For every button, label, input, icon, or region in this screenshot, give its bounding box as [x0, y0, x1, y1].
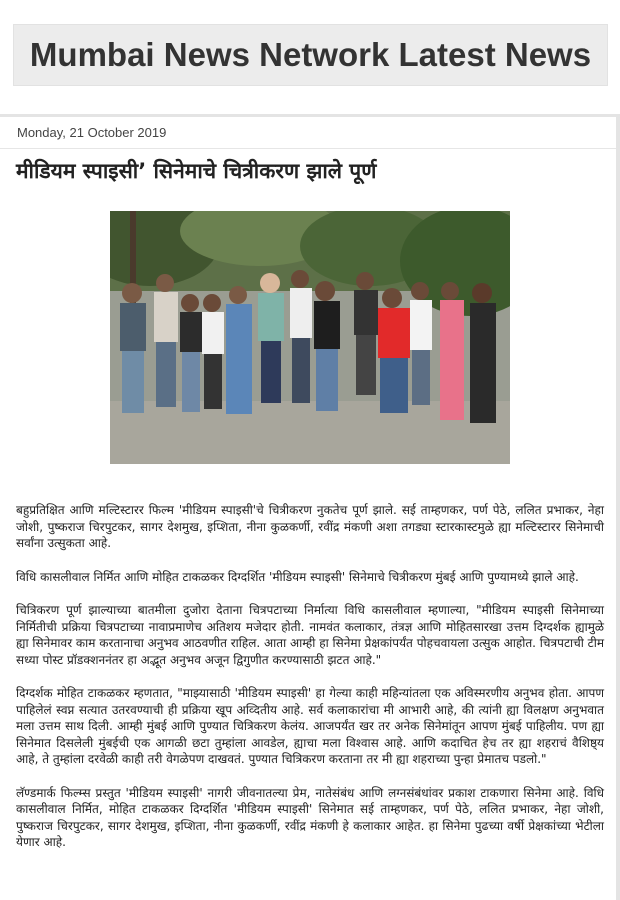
post-image[interactable] — [110, 211, 510, 464]
blog-title[interactable]: Mumbai News Network Latest News — [29, 36, 592, 73]
group-photo-illustration — [110, 211, 510, 464]
blog-header — [0, 0, 620, 112]
post-paragraph: विधि कासलीवाल निर्मित आणि मोहित टाकळकर दिग्दर्शित 'मीडियम स्पाइसी' सिनेमाचे चित्रीकरण मुंबई आणि पुण्यामध्ये झाले आहे. — [16, 569, 579, 584]
post-title[interactable]: मीडियम स्पाइसी’ सिनेमाचे चित्रीकरण झाले पूर्ण — [16, 159, 377, 183]
blog-title-box — [13, 24, 608, 86]
post-paragraph: लॅण्डमार्क फिल्म्स प्रस्तुत 'मीडियम स्पाइसी' नागरी जीवनातल्या प्रेम, नातेसंबंध आणि लग्नसंबंधांवर प्रकाश टाकणारा सिनेमा आहे. विधि कासलीवाल निर्मित, मोहित टाकळकर दिग्दर्शित 'मीडियम स्पाइसी' सिनेमात सई ताम्हणकर, पर्ण पेठे, ललित प्रभाकर, नेहा जोशी, पुष्कराज चिरपुटकर, सागर देशमुख, इप्शिता, नीना कुळकर्णी, रवींद्र मंकणी हे कलाकार आहेत. हा सिनेमा पुढच्या वर्षी प्रेक्षकांच्या भेटीला येणार आहे. — [16, 785, 604, 849]
post-paragraph: बहुप्रतिक्षित आणि मल्टिस्टारर फिल्म 'मीडियम स्पाइसी'चे चित्रीकरण नुकतेच पूर्ण झाले. सई ताम्हणकर, पर्ण पेठे, ललित प्रभाकर, नेहा जोशी, पुष्कराज चिरपुटकर, सागर देशमुख, इप्शिता, नीना कुळकर्णी, रवींद्र मंकणी अशा तगड्या स्टारकास्टमुळे ह्या मल्टिस्टारर सिनेमाची सर्वांना उत्सुकता आहे. — [16, 503, 604, 550]
post-container — [0, 114, 620, 900]
post-body — [16, 502, 604, 868]
post-paragraph: चित्रिकरण पूर्ण झाल्याच्या बातमीला दुजोरा देताना चित्रपटाच्या निर्मात्या विधि कासलीवाल म्हणाल्या, "मीडियम स्पाइसी सिनेमाच्या निर्मितीची प्रक्रिया चित्रपटाच्या नावाप्रमाणेच अतिशय मजेदार होती. नामवंत कलाकार, तंत्रज्ञ आणि मोहितसारखा उत्तम दिग्दर्शक ह्यामुळे ह्या सिनेमावर काम करतानाचा अनुभव आठवणीत राहिल. आता आम्ही हा सिनेमा प्रेक्षकांपर्यंत पोहचवायला उत्सुक आहोत. चित्रपटाची टीम सध्या पोस्ट प्रॉडक्शननंतर हा अद्भूत अनुभव अजून द्विगुणीत करण्यासाठी झटत आहे." — [16, 603, 604, 667]
post-date: Monday, 21 October 2019 — [17, 125, 167, 140]
divider — [0, 148, 616, 149]
post-paragraph: दिग्दर्शक मोहित टाकळकर म्हणतात, "माझ्यासाठी 'मीडियम स्पाइसी' हा गेल्या काही महिन्यांतला एक अविस्मरणीय अनुभव होता. आपण पाहिलेलं स्वप्न सत्यात उतरवण्याची ही प्रक्रिया खूप अव्दितीय आहे. सर्व कलाकारांचा मी आभारी आहे, की त्यांनी ह्या विलक्षण अनुभवात मला उत्तम साथ दिली. आम्ही मुंबई आणि पुण्यात चित्रिकरण केलंय. आजपर्यंत खर तर अनेक सिनेमांतून आपण मुंबई पाहिलीय. पण ह्या सिनेमात दिसलेली मुंबईची एक आगळी छटा तुम्हांला आवडेल, ह्याचा मला विश्वास आहे. आणि कदाचित हेच तर ह्या शहराचं वैशिष्ठ्य आहे, ते तुम्हांला दरवेळी काही तरी वेगळेपण दाखवतं. पुण्यात चित्रिकरण करताना तर मी ह्या शहराच्या पुन्हा प्रेमातच पडलो." — [16, 686, 604, 766]
